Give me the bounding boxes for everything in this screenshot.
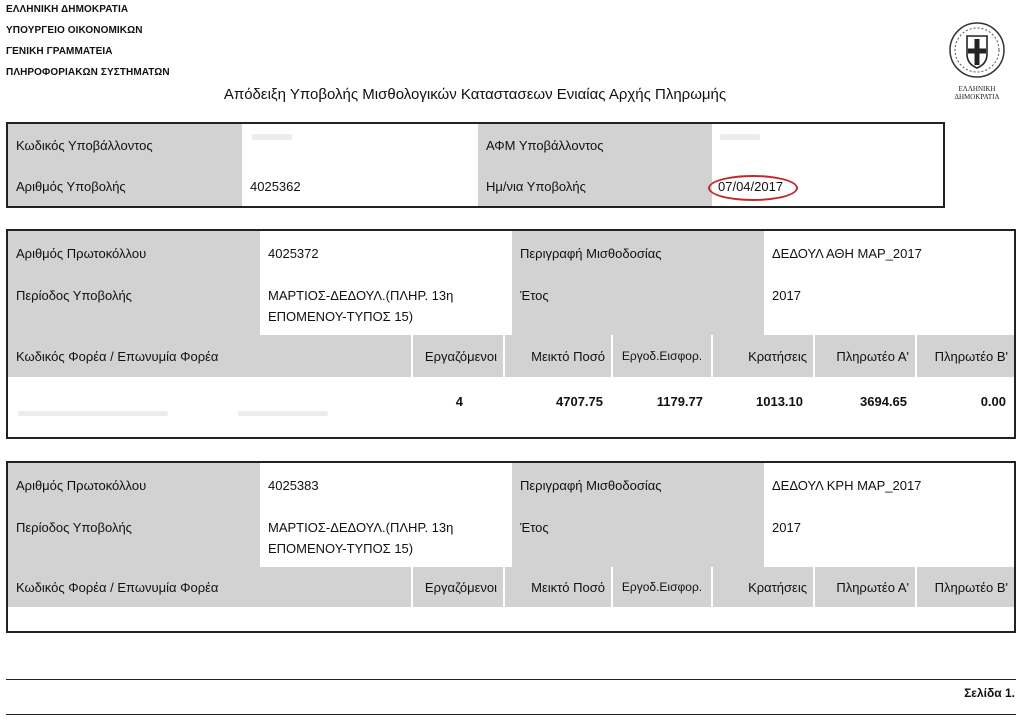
- submitter-code-value: [242, 124, 478, 166]
- col-header-deductions: Κρατήσεις: [711, 567, 813, 607]
- year-value: 2017: [764, 508, 1014, 567]
- col-header-agency: Κωδικός Φορέα / Επωνυμία Φορέα: [8, 567, 411, 607]
- col-header-employer-contrib: Εργοδ.Εισφορ.: [611, 567, 711, 607]
- payroll-section-1: [6, 229, 1016, 439]
- submitter-afm-label: ΑΦΜ Υποβάλλοντος: [478, 124, 712, 166]
- col-header-payable-a: Πληρωτέο Α': [813, 335, 915, 377]
- redacted-mark: [252, 134, 292, 140]
- header-line-1: ΕΛΛΗΝΙΚΗ ΔΗΜΟΚΡΑΤΙΑ: [6, 4, 129, 15]
- submission-date-label: Ημ/νια Υποβολής: [478, 166, 712, 206]
- col-header-gross: Μεικτό Ποσό: [503, 335, 611, 377]
- year-label: Έτος: [512, 276, 764, 335]
- submitter-afm-value: [712, 124, 943, 166]
- row-deductions: 1013.10: [756, 393, 803, 409]
- col-header-employees: Εργαζόμενοι: [411, 567, 503, 607]
- period-value-line1: ΜΑΡΤΙΟΣ-ΔΕΔΟΥΛ.(ΠΛΗΡ. 13η: [268, 520, 454, 535]
- col-header-employees: Εργαζόμενοι: [411, 335, 503, 377]
- footer-rule-top: [6, 679, 1016, 680]
- col-header-agency: Κωδικός Φορέα / Επωνυμία Φορέα: [8, 335, 411, 377]
- row-payable-b: 0.00: [980, 393, 1006, 409]
- page-number: Σελίδα 1.: [964, 686, 1015, 700]
- protocol-label: Αριθμός Πρωτοκόλλου: [8, 231, 260, 276]
- redacted-mark: [720, 134, 760, 140]
- year-value: 2017: [764, 276, 1014, 335]
- period-label: Περίοδος Υποβολής: [8, 276, 260, 335]
- period-value: [260, 276, 512, 335]
- payroll-desc-label: Περιγραφή Μισθοδοσίας: [512, 463, 764, 508]
- period-label: Περίοδος Υποβολής: [8, 508, 260, 567]
- protocol-value: 4025372: [260, 231, 512, 276]
- submitter-code-label: Κωδικός Υποβάλλοντος: [8, 124, 242, 166]
- row-payable-a: 3694.65: [860, 393, 907, 409]
- period-value-line1: ΜΑΡΤΙΟΣ-ΔΕΔΟΥΛ.(ΠΛΗΡ. 13η: [268, 288, 454, 303]
- year-label: Έτος: [512, 508, 764, 567]
- col-header-employer-contrib: Εργοδ.Εισφορ.: [611, 335, 711, 377]
- row-gross: 4707.75: [556, 393, 603, 409]
- payroll-section-2: [6, 461, 1016, 633]
- period-value: [260, 508, 512, 567]
- submission-number-value: 4025362: [242, 166, 478, 206]
- row-employees: 4: [455, 393, 463, 409]
- period-value-line2: ΕΠΟΜΕΝΟΥ-ΤΥΠΟΣ 15): [268, 309, 414, 324]
- document-title: Απόδειξη Υποβολής Μισθολογικών Καταστασεων Ενιαίας Αρχής Πληρωμής: [223, 86, 727, 103]
- header-line-2: ΥΠΟΥΡΓΕΙΟ ΟΙΚΟΝΟΜΙΚΩΝ: [6, 25, 143, 36]
- greek-emblem: [946, 20, 1008, 101]
- payroll-desc-label: Περιγραφή Μισθοδοσίας: [512, 231, 764, 276]
- emblem-caption: ΕΛΛΗΝΙΚΗ ΔΗΜΟΚΡΑΤΙΑ: [954, 85, 1000, 101]
- protocol-value: 4025383: [260, 463, 512, 508]
- redacted-mark: [238, 411, 328, 416]
- submission-date-value: 07/04/2017: [712, 166, 943, 206]
- col-header-deductions: Κρατήσεις: [711, 335, 813, 377]
- footer-rule-bottom: [6, 714, 1016, 715]
- submission-number-label: Αριθμός Υποβολής: [8, 166, 242, 206]
- protocol-label: Αριθμός Πρωτοκόλλου: [8, 463, 260, 508]
- col-header-payable-a: Πληρωτέο Α': [813, 567, 915, 607]
- coat-of-arms-icon: [948, 20, 1006, 80]
- row-employer-contrib: 1179.77: [656, 393, 703, 409]
- col-header-payable-b: Πληρωτέο Β': [915, 335, 1014, 377]
- header-line-3: ΓΕΝΙΚΗ ΓΡΑΜΜΑΤΕΙΑ: [6, 46, 113, 57]
- payroll-desc-value: ΔΕΔΟΥΛ ΑΘΗ ΜΑΡ_2017: [764, 231, 1014, 276]
- col-header-gross: Μεικτό Ποσό: [503, 567, 611, 607]
- date-highlight-circle: [708, 175, 798, 201]
- period-value-line2: ΕΠΟΜΕΝΟΥ-ΤΥΠΟΣ 15): [268, 541, 414, 556]
- col-header-payable-b: Πληρωτέο Β': [915, 567, 1014, 607]
- header-line-4: ΠΛΗΡΟΦΟΡΙΑΚΩΝ ΣΥΣΤΗΜΑΤΩΝ: [6, 67, 170, 78]
- redacted-mark: [18, 411, 168, 416]
- submitter-box: [6, 122, 945, 208]
- payroll-desc-value: ΔΕΔΟΥΛ ΚΡΗ ΜΑΡ_2017: [764, 463, 1014, 508]
